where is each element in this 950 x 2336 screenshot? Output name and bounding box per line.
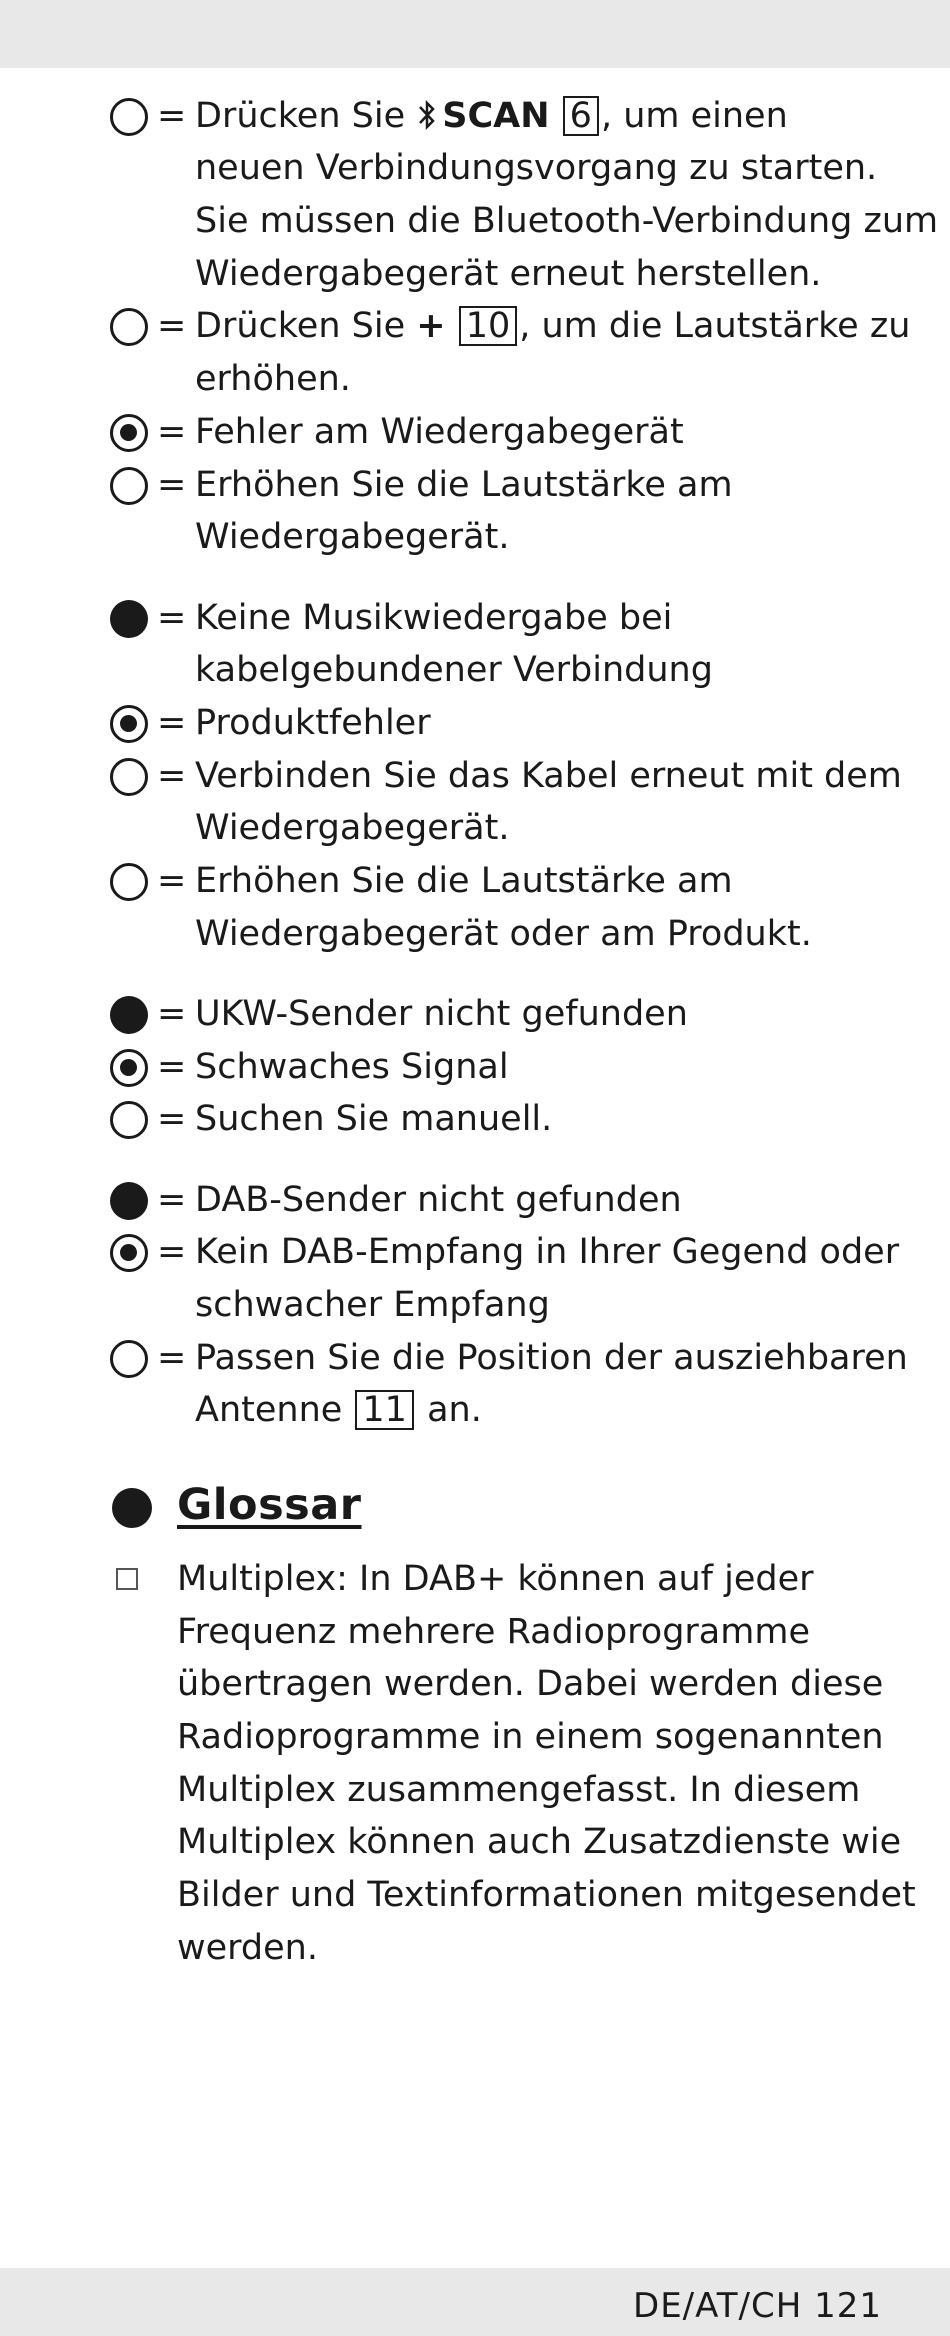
glossary-text-line: Multiplex können auch Zusatzdienste wie xyxy=(177,1822,902,1862)
equals-sign: = xyxy=(157,994,187,1034)
bluetooth-icon xyxy=(416,98,438,132)
glossary-text-line: Bilder und Textinformationen mitgesendet xyxy=(177,1875,916,1915)
glossary-text-line: Frequenz mehrere Radioprogramme xyxy=(177,1612,810,1652)
section-heading: Glossar xyxy=(177,1480,362,1530)
equals-sign: = xyxy=(157,1180,187,1220)
led-off-icon xyxy=(110,863,148,901)
glossary-text-line: Radioprogramme in einem sogenannten xyxy=(177,1717,884,1757)
led-on-icon xyxy=(110,996,148,1034)
item-text-continued: neuen Verbindungsvorgang zu starten. xyxy=(195,148,878,188)
equals-sign: = xyxy=(157,1099,187,1139)
item-text-continued: Sie müssen die Bluetooth-Verbindung zum xyxy=(195,201,939,241)
led-blinking-icon xyxy=(110,1234,148,1272)
item-text: Fehler am Wiedergabegerät xyxy=(195,412,684,452)
equals-sign: = xyxy=(157,1047,187,1087)
page-footer: DE/AT/CH 121 xyxy=(633,2286,882,2326)
glossary-text-line: Multiplex: In DAB+ können auf jeder xyxy=(177,1559,814,1599)
equals-sign: = xyxy=(157,412,187,452)
equals-sign: = xyxy=(157,1338,187,1378)
item-text: Erhöhen Sie die Lautstärke am xyxy=(195,861,733,901)
item-text: Passen Sie die Position der ausziehbaren xyxy=(195,1338,908,1378)
reference-number: 10 xyxy=(459,306,518,346)
reference-number: 11 xyxy=(355,1390,414,1430)
item-text-continued: Antenne xyxy=(195,1390,354,1430)
glossary-text-line: übertragen werden. Dabei werden diese xyxy=(177,1664,884,1704)
led-off-icon xyxy=(110,758,148,796)
item-text-continued: kabelgebundener Verbindung xyxy=(195,650,713,690)
equals-sign: = xyxy=(157,756,187,796)
glossary-text-line: Multiplex zusammengefasst. In diesem xyxy=(177,1770,861,1810)
led-off-icon xyxy=(110,1101,148,1139)
reference-number: 6 xyxy=(563,96,599,136)
equals-sign: = xyxy=(157,703,187,743)
item-text-continued: erhöhen. xyxy=(195,359,351,399)
item-text-continued: an. xyxy=(415,1390,482,1430)
led-off-icon xyxy=(110,1340,148,1378)
equals-sign: = xyxy=(157,861,187,901)
item-text: Verbinden Sie das Kabel erneut mit dem xyxy=(195,756,902,796)
item-text-continued: Wiedergabegerät erneut herstellen. xyxy=(195,254,822,294)
item-text: Drücken Sie xyxy=(195,306,417,346)
equals-sign: = xyxy=(157,1232,187,1272)
item-text-continued: Wiedergabegerät oder am Produkt. xyxy=(195,914,812,954)
item-text: UKW-Sender nicht gefunden xyxy=(195,994,688,1034)
led-on-icon xyxy=(110,600,148,638)
heading-bullet-icon xyxy=(112,1488,152,1528)
scan-button-label: SCAN xyxy=(442,96,550,136)
top-bar xyxy=(0,0,950,68)
item-text: , um die Lautstärke zu xyxy=(519,306,911,346)
plus-button-label: + xyxy=(416,306,446,346)
square-bullet-icon xyxy=(116,1568,138,1590)
led-off-icon xyxy=(110,98,148,136)
equals-sign: = xyxy=(157,465,187,505)
item-text: Keine Musikwiedergabe bei xyxy=(195,598,673,638)
led-blinking-icon xyxy=(110,1049,148,1087)
item-text: Schwaches Signal xyxy=(195,1047,509,1087)
item-text: DAB-Sender nicht gefunden xyxy=(195,1180,682,1220)
equals-sign: = xyxy=(157,598,187,638)
item-text: Suchen Sie manuell. xyxy=(195,1099,553,1139)
item-text: Drücken Sie xyxy=(195,96,417,136)
item-text: , um einen xyxy=(600,96,788,136)
led-on-icon xyxy=(110,1182,148,1220)
item-text: Kein DAB-Empfang in Ihrer Gegend oder xyxy=(195,1232,900,1272)
equals-sign: = xyxy=(157,96,187,136)
equals-sign: = xyxy=(157,306,187,346)
led-blinking-icon xyxy=(110,705,148,743)
item-text-continued: schwacher Empfang xyxy=(195,1285,550,1325)
item-text: Erhöhen Sie die Lautstärke am xyxy=(195,465,733,505)
item-text: Produktfehler xyxy=(195,703,431,743)
led-blinking-icon xyxy=(110,414,148,452)
led-off-icon xyxy=(110,308,148,346)
item-text-continued: Wiedergabegerät. xyxy=(195,808,510,848)
led-off-icon xyxy=(110,467,148,505)
glossary-text-line: werden. xyxy=(177,1928,318,1968)
item-text-continued: Wiedergabegerät. xyxy=(195,517,510,557)
